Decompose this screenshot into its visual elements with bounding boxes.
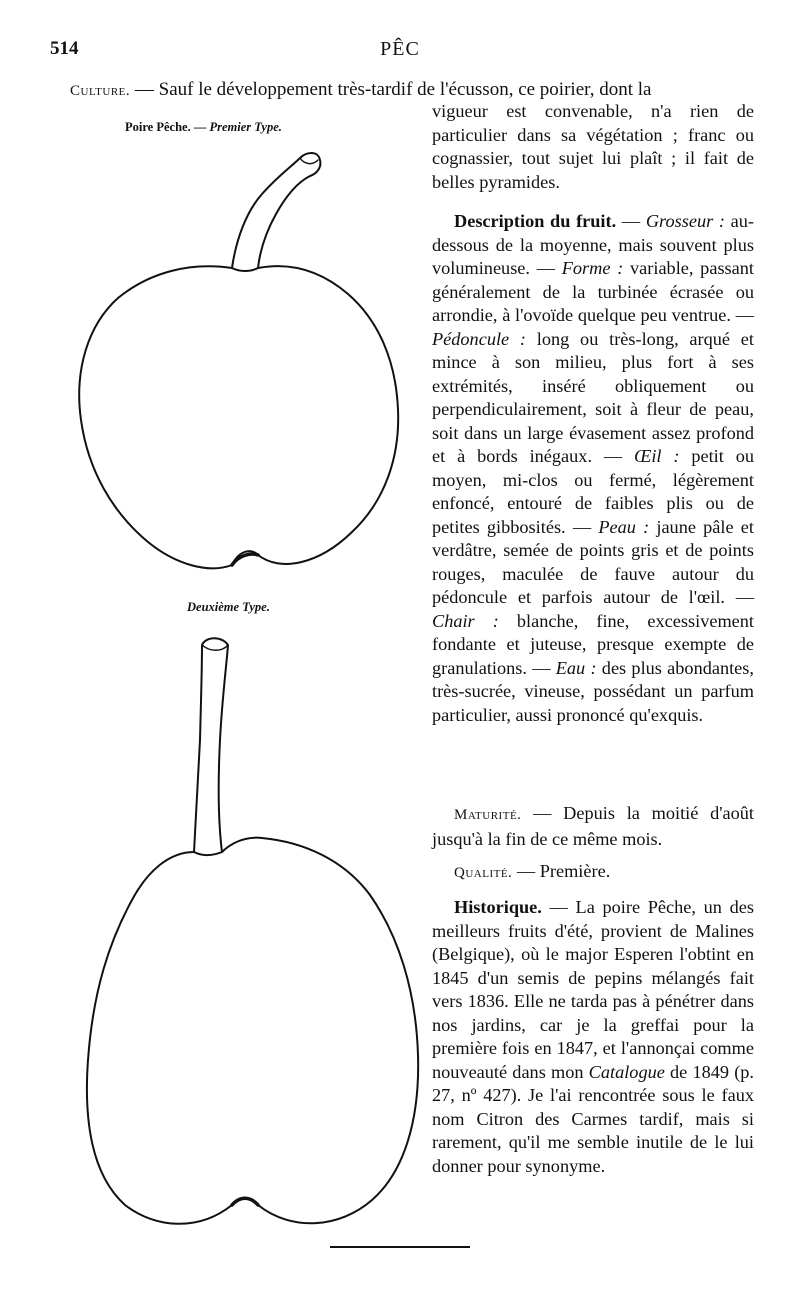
culture-continuation xyxy=(432,100,754,194)
chair-text: blanche, fine, excessivement fondante et juteuse, presque exempte de granulations. — xyxy=(432,610,755,678)
eau-label: Eau : xyxy=(555,657,597,678)
maturite-section xyxy=(432,802,754,851)
historique-text-2: de 1849 (p. 27, nº 427). Je l'ai rencontrée sous le faux nom Citron des Carmes tardif, mais si rarement, qu'il me semble inutile de le lui donner pour synonyme. xyxy=(432,1061,754,1176)
end-rule xyxy=(330,1246,470,1248)
description-paragraph xyxy=(432,210,754,727)
peau-text: jaune pâle et verdâtre, semée de points gris et de points rouges, maculée de fauve autour du pédoncule et parfois autour de l'œil. — xyxy=(432,516,754,607)
peau-label: Peau : xyxy=(598,516,650,537)
description-dash: — xyxy=(616,211,646,231)
qualite-label: Qualité. xyxy=(454,865,513,881)
qualite-paragraph xyxy=(432,860,754,886)
culture-text: — Sauf le développement très-tardif de l'écusson, ce poirier, dont la xyxy=(130,79,652,100)
grosseur-text: au-dessous de la moyenne, mais souvent plus volumineuse. — xyxy=(432,211,755,278)
culture-paragraph: vigueur est convenable, n'a rien de particulier dans sa végétation ; franc ou cognassier, tout sujet lui plaît ; il fait de belles pyramides. xyxy=(432,101,754,192)
chair-label: Chair : xyxy=(432,610,499,631)
eau-text: des plus abondantes, très-sucrée, vineuse, possédant un parfum particulier, aussi prononcé qu'exquis. xyxy=(432,657,754,725)
qualite-text: — Première. xyxy=(512,861,611,881)
historique-catalogue: Catalogue xyxy=(588,1061,665,1082)
grosseur-label: Grosseur : xyxy=(645,211,725,231)
culture-label: Culture. xyxy=(70,83,131,99)
figure-caption-first-type: Premier Type. xyxy=(209,120,282,134)
pear-second-outline xyxy=(87,838,418,1224)
description-section xyxy=(432,210,754,727)
running-title: PÊC xyxy=(380,38,420,60)
maturite-text: — Depuis la moitié d'août jusqu'à la fin de ce même mois. xyxy=(432,803,754,849)
historique-label: Historique. xyxy=(454,897,542,917)
forme-label: Forme : xyxy=(561,258,624,278)
historique-paragraph xyxy=(432,896,754,1178)
pedoncule-text: long ou très-long, arqué et mince à son milieu, plus fort à ses extrémités, inséré obliquement ou perpendiculairement, soit à fleur de peau, soit dans un large évasement assez profond et à bords inégaux. — xyxy=(432,328,754,466)
page-number: 514 xyxy=(50,38,79,59)
historique-text-1: — La poire Pêche, un des meilleurs fruits d'été, provient de Malines (Belgique), où le major Esperen l'obtint en 1845 d'un semis de pepins mélangés fait vers 1836. Elle ne tarda pas à pénétrer dans nos jardins, car je la greffai pour la première fois en 1847, et l'annonçai comme nouveauté dans mon xyxy=(432,897,754,1082)
oeil-text: petit ou moyen, mi-clos ou fermé, légèrement enfoncé, entouré de faibles plis ou de petites gibbosités. — xyxy=(432,446,754,537)
qualite-section xyxy=(432,860,754,886)
pear-first-stem xyxy=(232,153,320,271)
maturite-label: Maturité. xyxy=(454,807,522,823)
pear-second-stem xyxy=(194,638,228,855)
oeil-label: Œil : xyxy=(634,446,680,466)
figure-caption-second: Deuxième Type. xyxy=(187,600,270,614)
description-label: Description du fruit. xyxy=(454,211,617,231)
historique-section xyxy=(432,896,754,1178)
maturite-paragraph xyxy=(432,802,754,851)
figure-caption-first-name: Poire Pêche. — xyxy=(125,120,207,134)
forme-text: variable, passant généralement de la turbinée écrasée ou arrondie, à l'ovoïde quelque peu ventrue. — xyxy=(432,258,755,325)
pear-first-outline xyxy=(79,266,398,568)
pedoncule-label: Pédoncule : xyxy=(432,328,527,349)
